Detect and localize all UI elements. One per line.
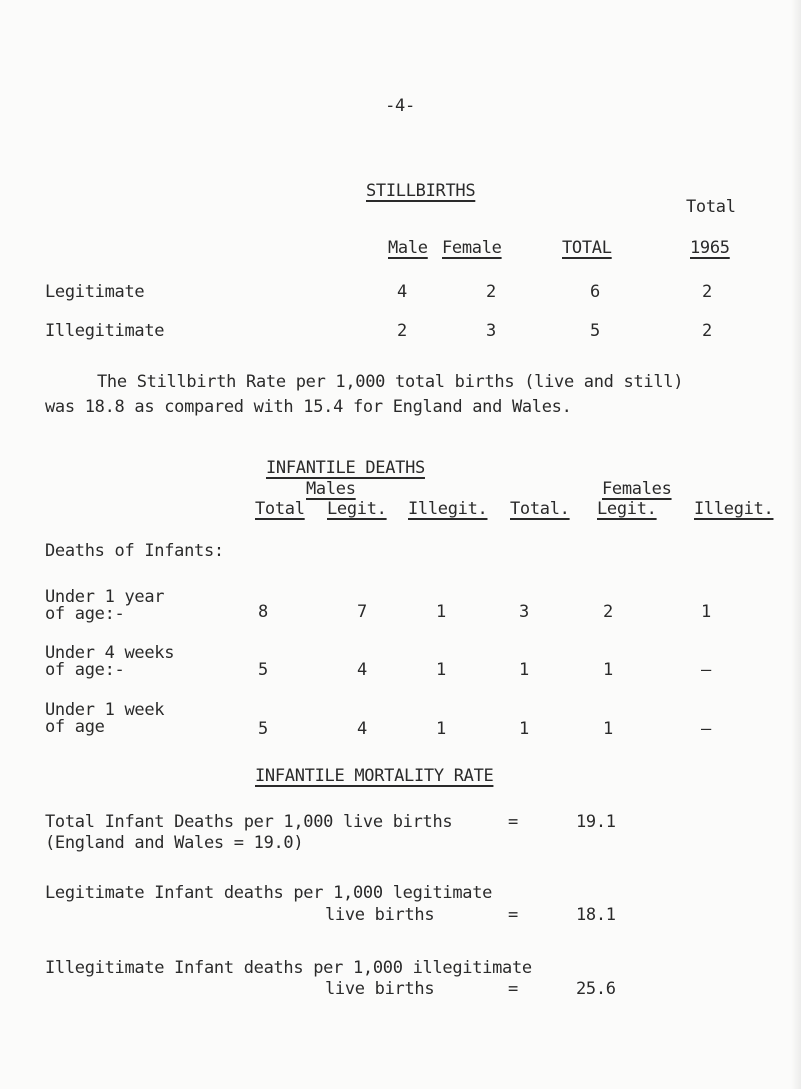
row-label-line1: Under 1 week: [45, 700, 165, 720]
equals-sign: =: [508, 812, 518, 832]
stillbirth-note-line1: The Stillbirth Rate per 1,000 total births (live and still): [97, 372, 684, 392]
page-edge-shadow: [791, 0, 801, 1089]
cell: 1: [519, 660, 529, 680]
total-header: TOTAL: [562, 238, 612, 258]
row-label: Legitimate: [45, 282, 145, 302]
col-header: Legit.: [597, 499, 657, 519]
infantile-mortality-title: INFANTILE MORTALITY RATE: [255, 766, 494, 786]
total-cell: 6: [590, 282, 600, 302]
mortality-text-line1: Legitimate Infant deaths per 1,000 legitimate: [45, 883, 493, 903]
cell: 4: [357, 719, 367, 739]
female-header: Female: [442, 238, 502, 258]
cell: 1: [436, 719, 446, 739]
mortality-value: 19.1: [576, 812, 616, 832]
total-cell: 5: [590, 321, 600, 341]
mortality-value: 25.6: [576, 979, 616, 999]
cell: 7: [357, 602, 367, 622]
row-label-line2: of age: [45, 717, 105, 737]
cell: 1: [603, 719, 613, 739]
mortality-text-line1: Illegitimate Infant deaths per 1,000 illegitimate: [45, 958, 532, 978]
col-header: Illegit.: [408, 499, 488, 519]
cell: –: [701, 660, 711, 680]
row-label: Illegitimate: [45, 321, 165, 341]
mortality-text-line2: live births: [325, 905, 435, 925]
stillbirths-title: STILLBIRTHS: [366, 181, 476, 201]
mortality-value: 18.1: [576, 905, 616, 925]
males-group-header: Males: [306, 479, 356, 499]
col-header: Illegit.: [694, 499, 774, 519]
cell: 1: [436, 602, 446, 622]
cell: 1: [436, 660, 446, 680]
cell: 1: [603, 660, 613, 680]
row-label-line1: Under 1 year: [45, 587, 165, 607]
deaths-of-infants-label: Deaths of Infants:: [45, 541, 224, 561]
male-cell: 2: [397, 321, 407, 341]
cell: 4: [357, 660, 367, 680]
prev-total-header: Total: [686, 197, 736, 217]
equals-sign: =: [508, 905, 518, 925]
cell: 5: [258, 719, 268, 739]
mortality-text-line2: live births: [325, 979, 435, 999]
col-header: Legit.: [327, 499, 387, 519]
prev-year-header: 1965: [690, 238, 730, 258]
cell: 3: [519, 602, 529, 622]
page-number: -4-: [385, 96, 415, 116]
mortality-text-line1: Total Infant Deaths per 1,000 live births: [45, 812, 453, 832]
cell: 2: [603, 602, 613, 622]
females-group-header: Females: [602, 479, 672, 499]
cell: 5: [258, 660, 268, 680]
mortality-text-line2: (England and Wales = 19.0): [45, 833, 304, 853]
female-cell: 2: [486, 282, 496, 302]
infantile-deaths-title: INFANTILE DEATHS: [266, 458, 425, 478]
col-header: Total: [255, 499, 305, 519]
prev-cell: 2: [702, 321, 712, 341]
stillbirth-note-line2: was 18.8 as compared with 15.4 for England and Wales.: [45, 397, 572, 417]
cell: 1: [519, 719, 529, 739]
prev-cell: 2: [702, 282, 712, 302]
row-label-line2: of age:-: [45, 660, 125, 680]
cell: –: [701, 719, 711, 739]
row-label-line2: of age:-: [45, 604, 125, 624]
col-header: Total.: [510, 499, 570, 519]
female-cell: 3: [486, 321, 496, 341]
equals-sign: =: [508, 979, 518, 999]
row-label-line1: Under 4 weeks: [45, 643, 175, 663]
male-cell: 4: [397, 282, 407, 302]
male-header: Male: [388, 238, 428, 258]
cell: 8: [258, 602, 268, 622]
cell: 1: [701, 602, 711, 622]
